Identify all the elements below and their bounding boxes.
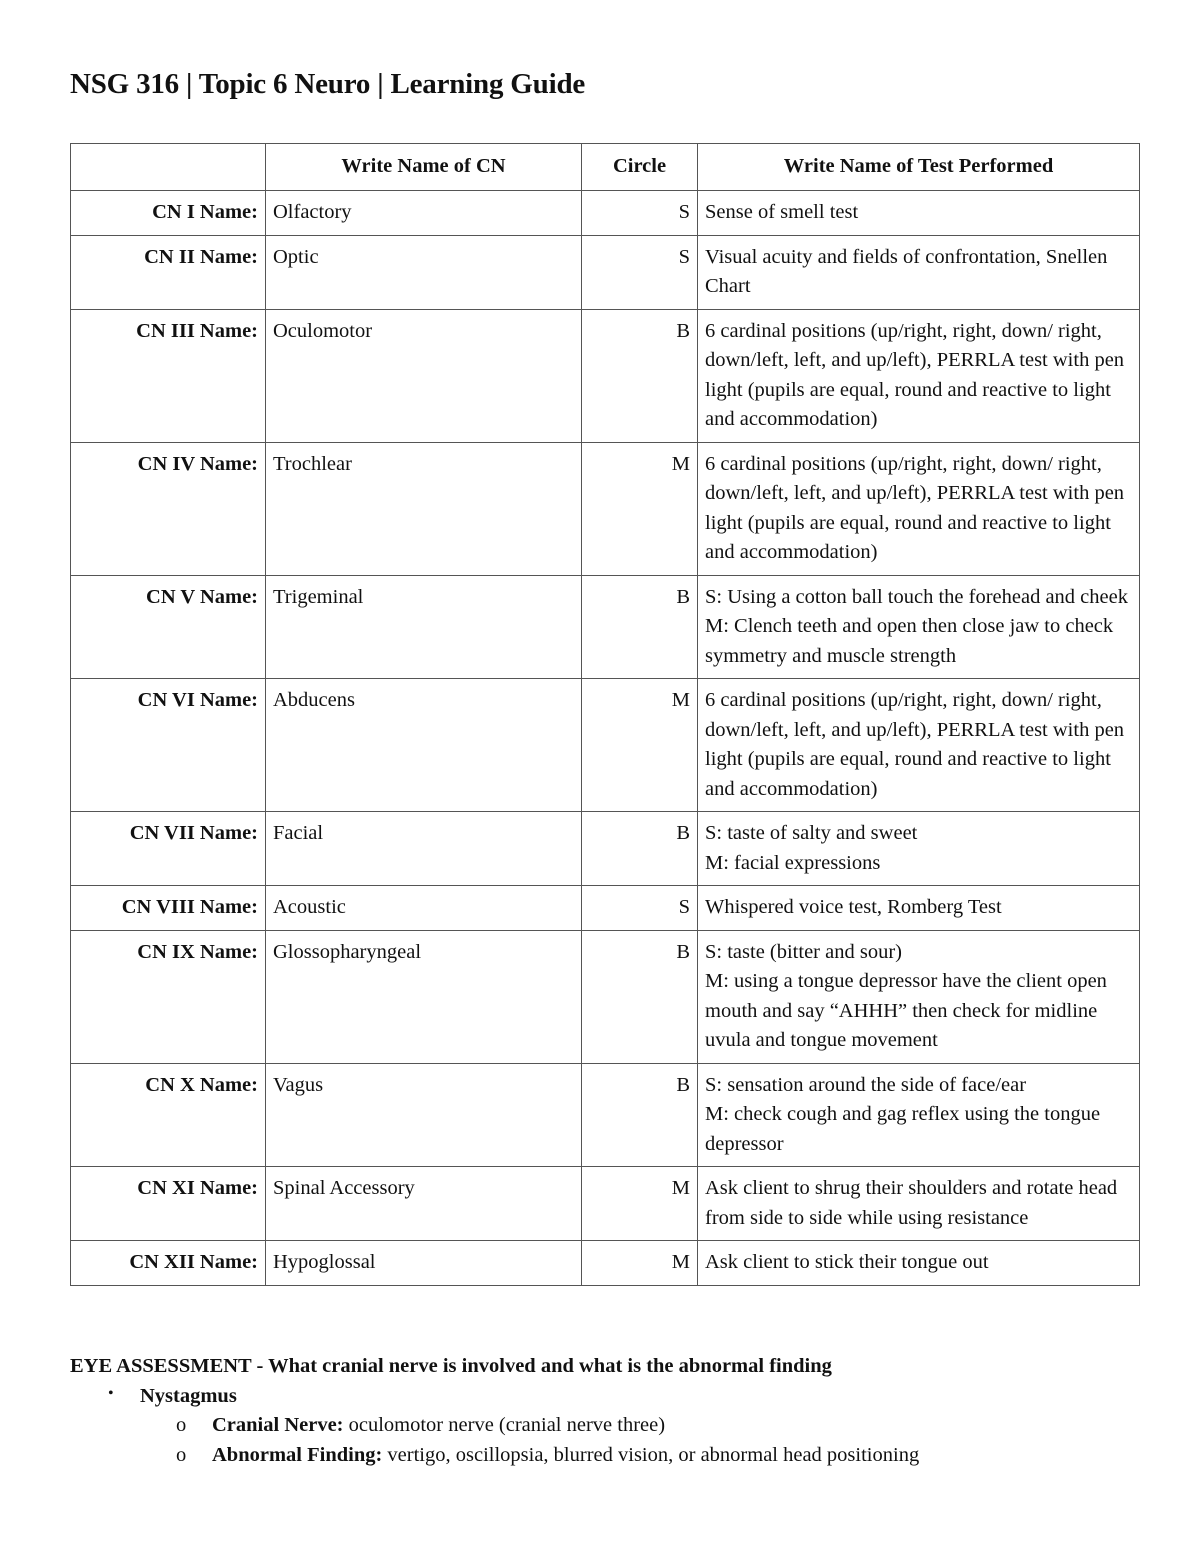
- cn-row-label: CN VI Name:: [71, 679, 266, 812]
- header-circle: Circle: [582, 144, 698, 191]
- test-line: S: taste of salty and sweet: [705, 822, 918, 844]
- table-header-row: [71, 144, 1140, 191]
- cn-name-cell: Acoustic: [266, 886, 582, 931]
- table-row: [71, 679, 1140, 812]
- cn-name-cell: Spinal Accessory: [266, 1167, 582, 1241]
- cn-row-label: CN IX Name:: [71, 930, 266, 1063]
- test-cell: [698, 191, 1140, 236]
- test-cell: [698, 309, 1140, 442]
- circle-cell: M: [582, 679, 698, 812]
- circle-cell: M: [582, 442, 698, 575]
- list-item: [70, 1441, 1139, 1471]
- table-row: [71, 191, 1140, 236]
- header-test: Write Name of Test Performed: [698, 144, 1140, 191]
- cn-name-cell: Hypoglossal: [266, 1241, 582, 1286]
- circle-cell: M: [582, 1241, 698, 1286]
- test-line: 6 cardinal positions (up/right, right, down/ right, down/left, left, and up/left), PERRLA test with pen light (pupils are equal, round and reactive to light and accommodation): [705, 452, 1125, 563]
- cn-name-cell: Trochlear: [266, 442, 582, 575]
- cn-name-cell: Optic: [266, 235, 582, 309]
- cn-name-cell: Trigeminal: [266, 575, 582, 679]
- circle-cell: S: [582, 886, 698, 931]
- eye-heading-rest: - What cranial nerve is involved and what is the abnormal finding: [251, 1355, 832, 1377]
- table-body: [71, 191, 1140, 1286]
- test-cell: [698, 1241, 1140, 1286]
- cn-name-cell: Facial: [266, 812, 582, 886]
- cn-name-cell: Oculomotor: [266, 309, 582, 442]
- circle-bullet-icon: o: [176, 1414, 187, 1436]
- cn-row-label: CN I Name:: [71, 191, 266, 236]
- cn-row-label: CN XII Name:: [71, 1241, 266, 1286]
- table-row: [71, 886, 1140, 931]
- table-row: [71, 575, 1140, 679]
- table-row: [71, 930, 1140, 1063]
- test-cell: [698, 930, 1140, 1063]
- cranial-nerve-table: [70, 143, 1140, 1286]
- finding-name: Nystagmus: [140, 1384, 237, 1407]
- table-row: [71, 235, 1140, 309]
- cranial-nerve-value: oculomotor nerve (cranial nerve three): [343, 1414, 666, 1436]
- cn-name-cell: Vagus: [266, 1063, 582, 1167]
- eye-assessment-heading: [70, 1352, 1139, 1382]
- table-row: [71, 1063, 1140, 1167]
- test-line: M: check cough and gag reflex using the tongue depressor: [705, 1103, 1101, 1155]
- circle-cell: B: [582, 1063, 698, 1167]
- eye-finding-list: [70, 1382, 1139, 1412]
- circle-cell: B: [582, 812, 698, 886]
- test-cell: [698, 812, 1140, 886]
- circle-cell: S: [582, 191, 698, 236]
- test-line: M: facial expressions: [705, 851, 881, 874]
- cn-row-label: CN IV Name:: [71, 442, 266, 575]
- eye-heading-bold: EYE ASSESSMENT: [70, 1355, 252, 1377]
- cn-row-label: CN VII Name:: [71, 812, 266, 886]
- table-row: [71, 1241, 1140, 1286]
- test-line: 6 cardinal positions (up/right, right, down/ right, down/left, left, and up/left), PERRLA test with pen light (pupils are equal, round and reactive to light and accommodation): [705, 689, 1125, 800]
- test-line: Whispered voice test, Romberg Test: [705, 896, 1002, 918]
- page-title: NSG 316 | Topic 6 Neuro | Learning Guide: [70, 68, 586, 100]
- test-cell: [698, 442, 1140, 575]
- abnormal-finding-label: Abnormal Finding:: [212, 1443, 383, 1466]
- nystagmus-details: [70, 1411, 1139, 1470]
- list-item: [70, 1411, 1139, 1441]
- test-line: Ask client to shrug their shoulders and rotate head from side to side while using resistance: [705, 1177, 1118, 1229]
- test-cell: [698, 679, 1140, 812]
- cn-name-cell: Abducens: [266, 679, 582, 812]
- test-line: M: using a tongue depressor have the client open mouth and say “AHHH” then check for midline uvula and tongue movement: [705, 970, 1107, 1051]
- test-line: S: Using a cotton ball touch the forehead and cheek: [705, 585, 1128, 608]
- cn-row-label: CN V Name:: [71, 575, 266, 679]
- circle-bullet-icon: o: [176, 1443, 187, 1466]
- circle-cell: M: [582, 1167, 698, 1241]
- circle-cell: B: [582, 930, 698, 1063]
- cn-row-label: CN X Name:: [71, 1063, 266, 1167]
- test-line: Ask client to stick their tongue out: [705, 1251, 989, 1273]
- table-row: [71, 309, 1140, 442]
- test-line: Sense of smell test: [705, 201, 859, 223]
- header-blank: [71, 144, 266, 191]
- test-line: Visual acuity and fields of confrontation, Snellen Chart: [705, 245, 1108, 297]
- header-cn-name: Write Name of CN: [266, 144, 582, 191]
- list-item: [70, 1382, 1139, 1412]
- cn-row-label: CN VIII Name:: [71, 886, 266, 931]
- test-cell: [698, 575, 1140, 679]
- test-line: 6 cardinal positions (up/right, right, down/ right, down/left, left, and up/left), PERRLA test with pen light (pupils are equal, round and reactive to light and accommodation): [705, 319, 1125, 430]
- cn-row-label: CN III Name:: [71, 309, 266, 442]
- circle-cell: B: [582, 309, 698, 442]
- test-cell: [698, 1167, 1140, 1241]
- cn-row-label: CN XI Name:: [71, 1167, 266, 1241]
- cranial-nerve-label: Cranial Nerve:: [212, 1414, 344, 1436]
- circle-cell: S: [582, 235, 698, 309]
- bullet-icon: •: [108, 1384, 114, 1402]
- test-cell: [698, 886, 1140, 931]
- test-line: M: Clench teeth and open then close jaw to check symmetry and muscle strength: [705, 615, 1114, 667]
- cn-name-cell: Glossopharyngeal: [266, 930, 582, 1063]
- cn-name-cell: Olfactory: [266, 191, 582, 236]
- table-row: [71, 812, 1140, 886]
- test-line: S: taste (bitter and sour): [705, 940, 902, 963]
- circle-cell: B: [582, 575, 698, 679]
- cn-row-label: CN II Name:: [71, 235, 266, 309]
- table-row: [71, 1167, 1140, 1241]
- table-row: [71, 442, 1140, 575]
- test-line: S: sensation around the side of face/ear: [705, 1073, 1027, 1096]
- abnormal-finding-value: vertigo, oscillopsia, blurred vision, or abnormal head positioning: [382, 1443, 920, 1466]
- test-cell: [698, 235, 1140, 309]
- test-cell: [698, 1063, 1140, 1167]
- eye-assessment-section: [70, 1352, 1139, 1470]
